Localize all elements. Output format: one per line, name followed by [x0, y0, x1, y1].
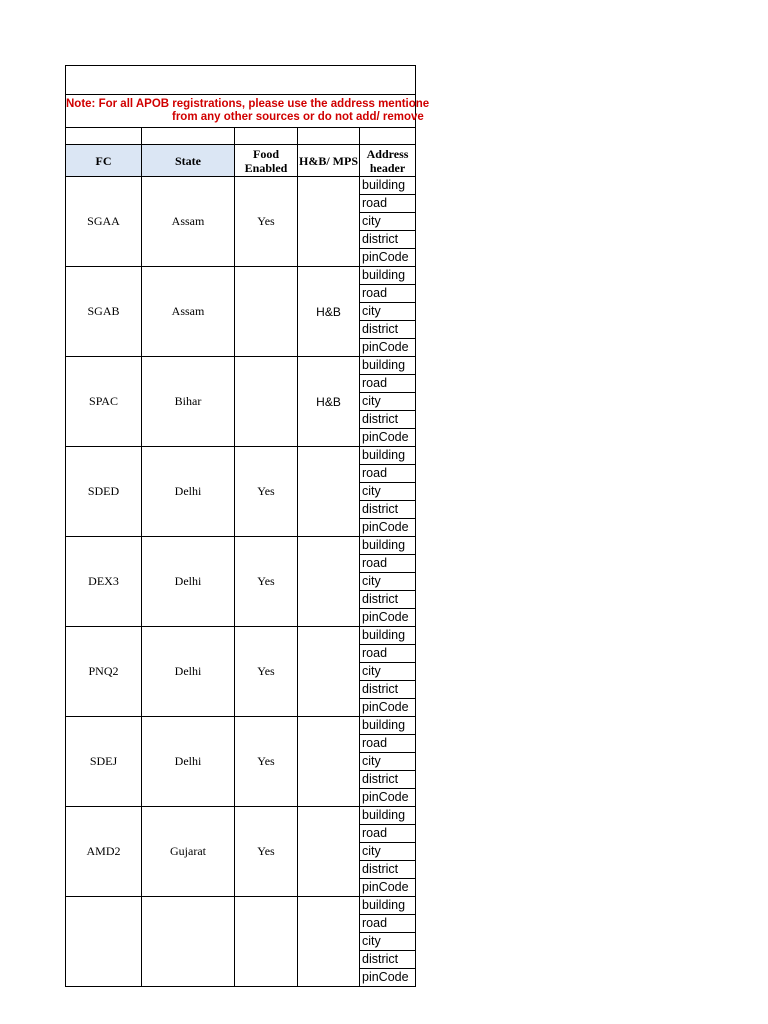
header-state: State [142, 145, 235, 177]
food-enabled-cell: Yes [235, 177, 298, 267]
address-field-cell: road [360, 555, 416, 573]
address-field-cell: district [360, 861, 416, 879]
header-fc: FC [66, 145, 142, 177]
hb-mps-cell: H&B [298, 357, 360, 447]
address-field-cell: city [360, 303, 416, 321]
address-field-cell: city [360, 843, 416, 861]
table-row [66, 627, 416, 645]
food-enabled-cell: Yes [235, 537, 298, 627]
address-field-cell: building [360, 627, 416, 645]
hb-mps-cell [298, 177, 360, 267]
table-row [66, 447, 416, 465]
address-field-cell: pinCode [360, 789, 416, 807]
address-field-cell: city [360, 753, 416, 771]
table-row [66, 807, 416, 825]
hb-mps-cell [298, 807, 360, 897]
table-row [66, 717, 416, 735]
address-field-cell: pinCode [360, 339, 416, 357]
note-line-1: Note: For all APOB registrations, please use the address mentione [66, 98, 430, 110]
title-row [66, 66, 416, 95]
address-field-cell: building [360, 537, 416, 555]
fc-cell [66, 897, 142, 987]
note-row [66, 95, 416, 128]
fc-cell: SPAC [66, 357, 142, 447]
address-field-cell: city [360, 483, 416, 501]
address-field-cell: pinCode [360, 249, 416, 267]
address-field-cell: pinCode [360, 429, 416, 447]
address-field-cell: road [360, 465, 416, 483]
address-field-cell: building [360, 267, 416, 285]
food-enabled-cell: Yes [235, 447, 298, 537]
blank-row [66, 128, 416, 145]
address-field-cell: district [360, 231, 416, 249]
address-field-cell: road [360, 375, 416, 393]
food-enabled-cell [235, 267, 298, 357]
address-field-cell: building [360, 717, 416, 735]
fc-address-table [65, 65, 430, 987]
address-field-cell: building [360, 357, 416, 375]
address-field-cell: road [360, 195, 416, 213]
hb-mps-cell: H&B [298, 267, 360, 357]
food-enabled-cell: Yes [235, 627, 298, 717]
state-cell: Gujarat [142, 807, 235, 897]
food-enabled-cell: Yes [235, 807, 298, 897]
state-cell: Delhi [142, 447, 235, 537]
address-field-cell: district [360, 321, 416, 339]
address-field-cell: city [360, 663, 416, 681]
address-field-cell: district [360, 681, 416, 699]
address-field-cell: pinCode [360, 609, 416, 627]
fc-cell: SGAA [66, 177, 142, 267]
food-enabled-cell [235, 897, 298, 987]
address-field-cell: district [360, 771, 416, 789]
address-field-cell: district [360, 591, 416, 609]
address-field-cell: road [360, 825, 416, 843]
hb-mps-cell [298, 717, 360, 807]
fc-cell: AMD2 [66, 807, 142, 897]
address-field-cell: building [360, 897, 416, 915]
address-field-cell: district [360, 951, 416, 969]
state-cell [142, 897, 235, 987]
address-field-cell: road [360, 645, 416, 663]
address-field-cell: road [360, 285, 416, 303]
food-enabled-cell: Yes [235, 717, 298, 807]
hb-mps-cell [298, 897, 360, 987]
apob-note [66, 95, 430, 128]
hb-mps-cell [298, 447, 360, 537]
address-field-cell: road [360, 735, 416, 753]
address-field-cell: district [360, 501, 416, 519]
address-field-cell: city [360, 573, 416, 591]
address-field-cell: building [360, 807, 416, 825]
state-cell: Delhi [142, 537, 235, 627]
header-hb-mps: H&B/ MPS [298, 145, 360, 177]
address-field-cell: building [360, 177, 416, 195]
address-field-cell: road [360, 915, 416, 933]
state-cell: Delhi [142, 627, 235, 717]
address-field-cell: district [360, 411, 416, 429]
table-row [66, 357, 416, 375]
address-field-cell: pinCode [360, 519, 416, 537]
table-row [66, 537, 416, 555]
spreadsheet [65, 65, 430, 984]
state-cell: Assam [142, 267, 235, 357]
address-field-cell: pinCode [360, 969, 416, 987]
address-field-cell: building [360, 447, 416, 465]
address-field-cell: city [360, 393, 416, 411]
note-line-2: from any other sources or do not add/ remove [172, 111, 424, 123]
state-cell: Assam [142, 177, 235, 267]
header-row [66, 145, 416, 177]
state-cell: Bihar [142, 357, 235, 447]
header-food-enabled: Food Enabled [235, 145, 298, 177]
food-enabled-cell [235, 357, 298, 447]
fc-cell: PNQ2 [66, 627, 142, 717]
table-row [66, 177, 416, 195]
address-field-cell: city [360, 213, 416, 231]
header-address: Address header [360, 145, 416, 177]
fc-cell: SDEJ [66, 717, 142, 807]
address-field-cell: pinCode [360, 879, 416, 897]
fc-cell: SGAB [66, 267, 142, 357]
address-field-cell: city [360, 933, 416, 951]
hb-mps-cell [298, 537, 360, 627]
table-row [66, 267, 416, 285]
state-cell: Delhi [142, 717, 235, 807]
address-field-cell: pinCode [360, 699, 416, 717]
fc-cell: SDED [66, 447, 142, 537]
table-row [66, 897, 416, 915]
hb-mps-cell [298, 627, 360, 717]
fc-cell: DEX3 [66, 537, 142, 627]
